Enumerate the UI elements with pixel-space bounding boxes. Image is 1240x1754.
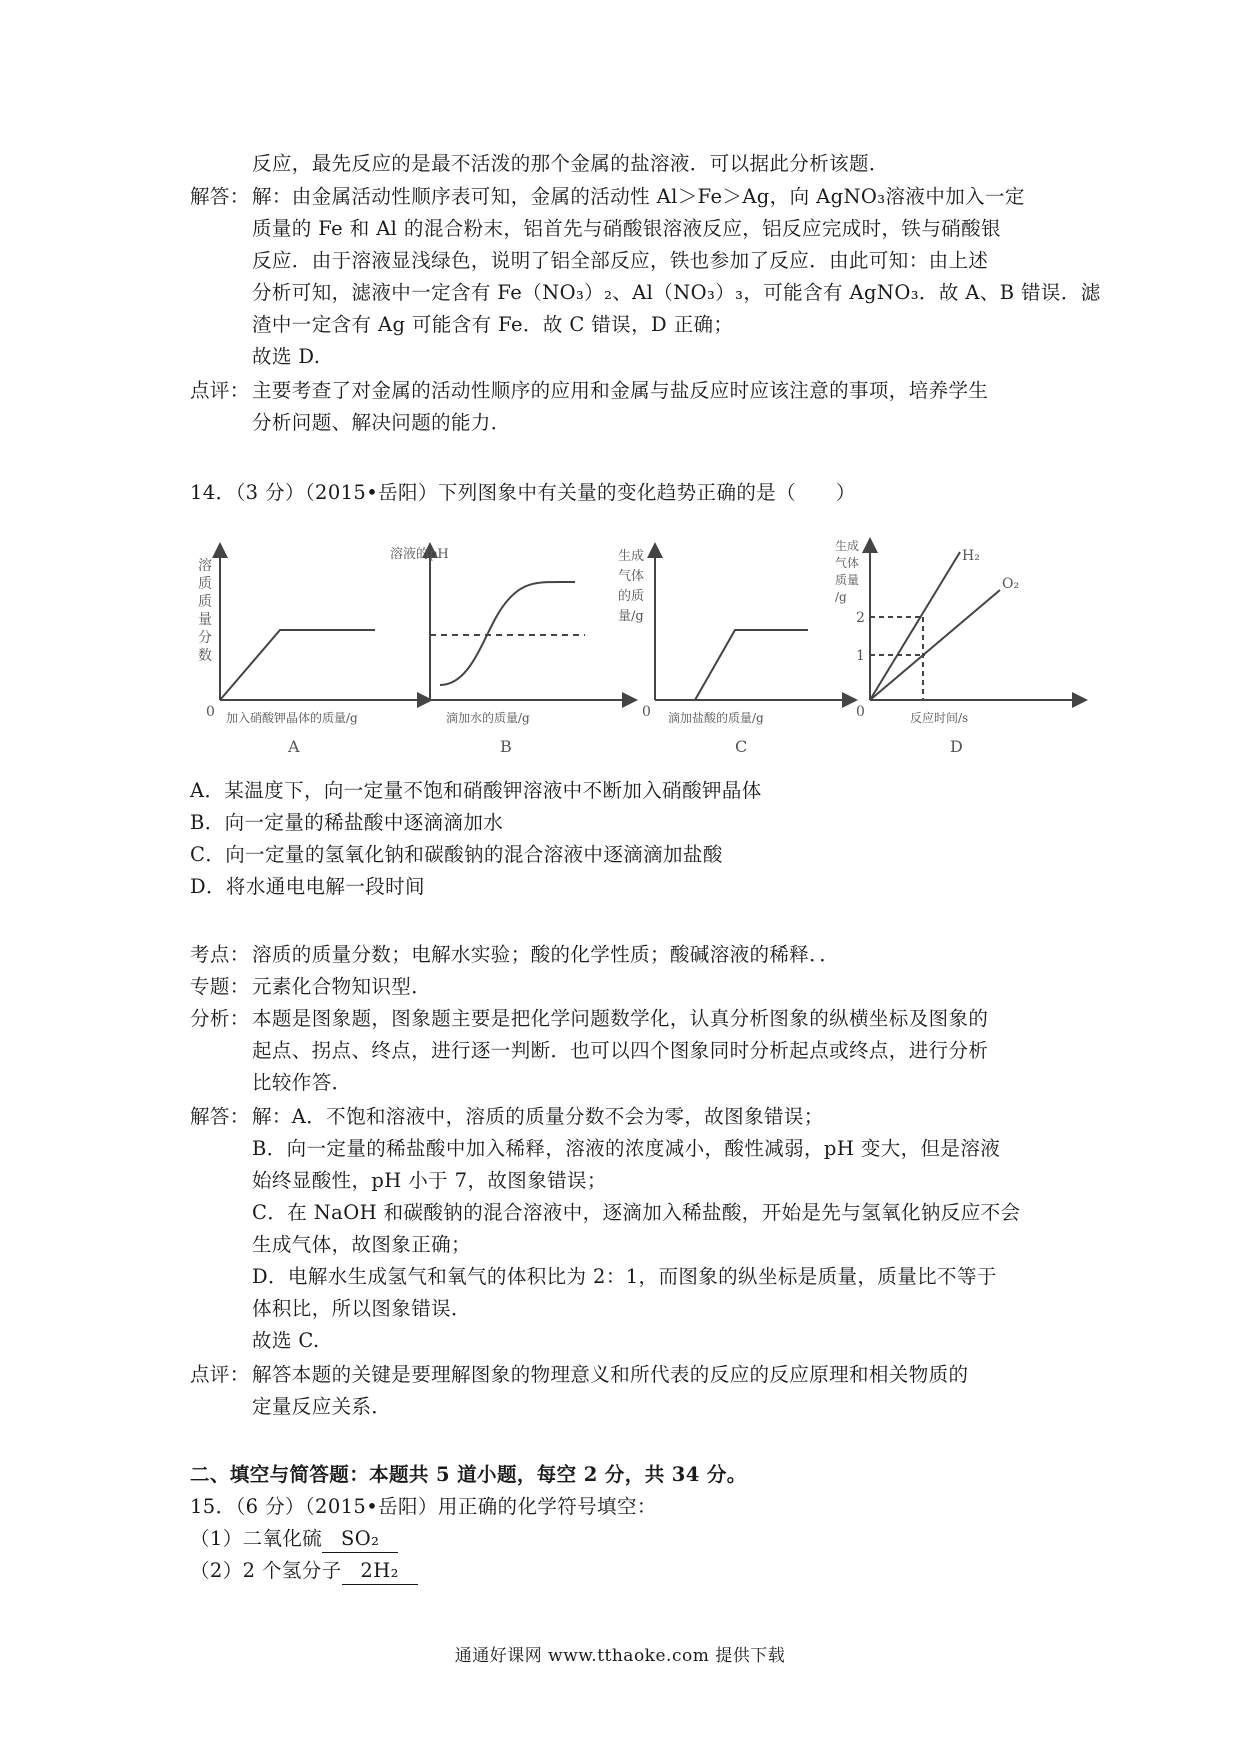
graph-b-label: B bbox=[500, 737, 512, 756]
q14-graphs bbox=[190, 530, 1090, 760]
q14-comment-line-1: 解答本题的关键是要理解图象的物理意义和所代表的反应的反应原理和相关物质的 bbox=[252, 1363, 969, 1386]
q15-item-1-answer: SO₂ bbox=[322, 1526, 398, 1553]
q14-analysis-line-2: 起点、拐点、终点，进行逐一判断．也可以四个图象同时分析起点或终点，进行分析 bbox=[252, 1039, 989, 1062]
graph-b-ylabel: 溶液的pH bbox=[390, 547, 449, 562]
q13-answer-line-3: 反应．由于溶液显浅绿色，说明了铝全部反应，铁也参加了反应．由此可知：由上述 bbox=[252, 249, 989, 272]
q14-analysis-line-1: 本题是图象题，图象题主要是把化学问题数学化，认真分析图象的纵横坐标及图象的 bbox=[252, 1007, 989, 1030]
graph-a-curve bbox=[220, 630, 375, 700]
q14-answer-line-6: D．电解水生成氢气和氧气的体积比为 2：1，而图象的纵坐标是质量，质量比不等于 bbox=[252, 1265, 997, 1288]
q13-answer-line-1: 解：由金属活动性顺序表可知，金属的活动性 Al＞Fe＞Ag，向 AgNO₃溶液中加入一定 bbox=[252, 185, 1025, 208]
q14-kaodian-label: 考点： bbox=[190, 943, 250, 966]
q15-item-1 bbox=[190, 1526, 398, 1553]
graph-a-label: A bbox=[288, 737, 300, 756]
q13-comment-line-1: 主要考查了对金属的活动性顺序的应用和金属与盐反应时应该注意的事项，培养学生 bbox=[252, 379, 989, 402]
graph-d-origin: 0 bbox=[856, 704, 865, 720]
q13-answer-line-4: 分析可知，滤液中一定含有 Fe（NO₃）₂、Al（NO₃）₃，可能含有 AgNO₃．故 A、B 错误．滤 bbox=[252, 281, 1101, 304]
q14-comment-line-2: 定量反应关系． bbox=[252, 1395, 392, 1418]
q14-answer-line-1: 解：A．不饱和溶液中，溶质的质量分数不会为零，故图象错误； bbox=[252, 1105, 824, 1128]
graph-a-ylabel: 溶质质量分数 bbox=[198, 558, 212, 664]
q13-answer-line-2: 质量的 Fe 和 Al 的混合粉末，铝首先与硝酸银溶液反应，铝反应完成时，铁与硝酸银 bbox=[252, 217, 1001, 240]
q14-analysis-line-3: 比较作答． bbox=[252, 1071, 352, 1094]
graph-d-xlabel: 反应时间/s bbox=[910, 711, 969, 725]
footer: 通通好课网 www.tthaoke.com 提供下载 bbox=[454, 1646, 786, 1666]
q13-comment-label: 点评： bbox=[190, 379, 250, 402]
graph-d-series-o2: O₂ bbox=[1002, 576, 1020, 592]
q14-comment-label: 点评： bbox=[190, 1363, 250, 1386]
q14-option-b: B．向一定量的稀盐酸中逐滴滴加水 bbox=[190, 811, 504, 834]
q13-answer-line-6: 故选 D. bbox=[252, 345, 321, 368]
graph-a-origin: 0 bbox=[206, 704, 215, 720]
q14-zhuanti-label: 专题： bbox=[190, 975, 250, 998]
graph-c-curve bbox=[655, 630, 808, 700]
graph-b-curve bbox=[440, 582, 575, 685]
q14-answer-line-5: 生成气体，故图象正确； bbox=[252, 1233, 471, 1256]
graph-c-ylabel: 生成气体的质量/g bbox=[618, 549, 645, 624]
graph-d-label: D bbox=[950, 737, 963, 756]
graph-a-xlabel: 加入硝酸钾晶体的质量/g bbox=[226, 711, 358, 725]
graph-d-tick-2: 2 bbox=[856, 610, 865, 626]
q13-answer-line-5: 渣中一定含有 Ag 可能含有 Fe．故 C 错误，D 正确； bbox=[252, 313, 734, 336]
graph-c-origin: 0 bbox=[642, 704, 651, 720]
q14-answer-line-8: 故选 C. bbox=[252, 1329, 320, 1352]
analysis-continuation: 反应，最先反应的是最不活泼的那个金属的盐溶液．可以据此分析该题． bbox=[252, 152, 889, 175]
graph-c-label: C bbox=[735, 737, 748, 756]
q14-answer-line-7: 体积比，所以图象错误． bbox=[252, 1297, 471, 1320]
graph-d-ylabel: 生成气体质量/g bbox=[835, 539, 860, 604]
graph-c-xlabel: 滴加盐酸的质量/g bbox=[668, 711, 764, 725]
q15-item-2 bbox=[190, 1558, 418, 1585]
graph-d-h2-line bbox=[870, 552, 960, 700]
q14-answer-line-3: 始终显酸性，pH 小于 7，故图象错误； bbox=[252, 1169, 607, 1192]
q14-answer-line-4: C．在 NaOH 和碳酸钠的混合溶液中，逐滴加入稀盐酸，开始是先与氢氧化钠反应不会 bbox=[252, 1201, 1021, 1224]
q14-option-d: D．将水通电电解一段时间 bbox=[190, 875, 425, 898]
q14-answer-line-2: B．向一定量的稀盐酸中加入稀释，溶液的浓度减小，酸性减弱，pH 变大，但是溶液 bbox=[252, 1137, 1001, 1160]
q15-item-1-prefix: （1）二氧化硫 bbox=[190, 1527, 323, 1550]
q14-analysis-label: 分析： bbox=[190, 1007, 250, 1030]
q14-stem: 14．（3 分）（2015•岳阳）下列图象中有关量的变化趋势正确的是（ ） bbox=[190, 481, 856, 504]
q14-zhuanti: 元素化合物知识型． bbox=[252, 975, 432, 998]
q14-answer-label: 解答： bbox=[190, 1105, 250, 1128]
graph-d-tick-1: 1 bbox=[856, 648, 865, 664]
q14-kaodian: 溶质的质量分数；电解水实验；酸的化学性质；酸碱溶液的稀释．． bbox=[252, 943, 840, 966]
q15-item-2-prefix: （2）2 个氢分子 bbox=[190, 1559, 342, 1582]
q13-answer-label: 解答： bbox=[190, 185, 250, 208]
q14-option-a: A．某温度下，向一定量不饱和硝酸钾溶液中不断加入硝酸钾晶体 bbox=[190, 779, 762, 802]
graph-d-o2-line bbox=[870, 590, 1000, 700]
graph-d-series-h2: H₂ bbox=[962, 548, 980, 564]
section-heading: 二、填空与简答题：本题共 5 道小题，每空 2 分，共 34 分。 bbox=[190, 1463, 747, 1486]
q14-option-c: C．向一定量的氢氧化钠和碳酸钠的混合溶液中逐滴滴加盐酸 bbox=[190, 843, 723, 866]
q15-item-2-answer: 2H₂ bbox=[342, 1558, 418, 1585]
graph-b-xlabel: 滴加水的质量/g bbox=[446, 711, 530, 725]
q15-stem: 15．（6 分）（2015•岳阳）用正确的化学符号填空： bbox=[190, 1495, 657, 1518]
q13-comment-line-2: 分析问题、解决问题的能力． bbox=[252, 411, 511, 434]
